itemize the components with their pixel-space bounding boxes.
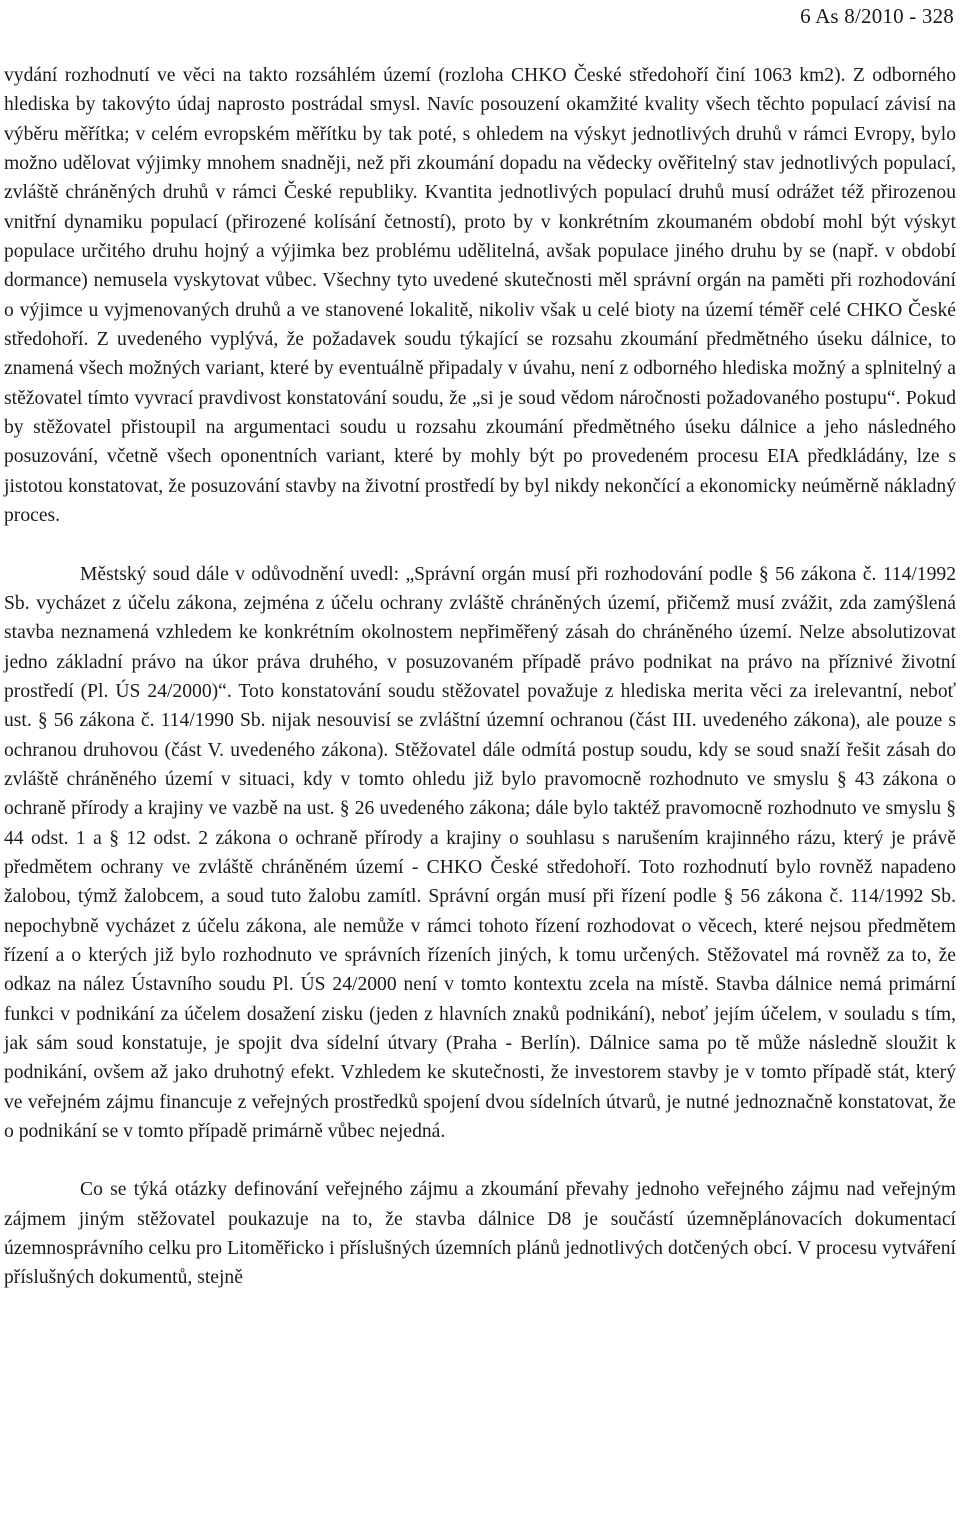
page-header-case-number: 6 As 8/2010 - 328 — [800, 4, 954, 28]
paragraph-1: vydání rozhodnutí ve věci na takto rozsáhlém území (rozloha CHKO České středohoří činí 1063 km2). Z odborného hlediska by takovýto údaj naprosto postrádal smysl. Navíc posouzení okamžité kvality všech těchto populací závisí na výběru měřítka; v celém evropském měřítku by tak poté, s ohledem na výskyt jednotlivých druhů v rámci Evropy, bylo možno udělovat výjimky mnohem snadněji, než při zkoumání dopadu na vědecky ověřitelný stav jednotlivých populací, zvláště chráněných druhů v rámci České republiky. Kvantita jednotlivých populací druhů musí odrážet též přirozenou vnitřní dynamiku populací (přirozené kolísání četností), proto by v konkrétním zkoumaném období mohl být výskyt populace určitého druhu hojný a výjimka bez problému udělitelná, avšak populace jiného druhu by se (např. v období dormance) nemusela vyskytovat vůbec. Všechny tyto uvedené skutečnosti měl správní orgán na paměti při rozhodování o výjimce u vyjmenovaných druhů a ve stanovené lokalitě, nikoliv však u celé bioty na území téměř celé CHKO České středohoří. Z uvedeného vyplývá, že požadavek soudu týkající se rozsahu zkoumání předmětného úseku dálnice, to znamená všech možných variant, které by eventuálně připadaly v úvahu, není z odborného hlediska možný a splnitelný a stěžovatel tímto vyvrací pravdivost konstatování soudu, že „si je soud vědom náročnosti požadovaného postupu“. Pokud by stěžovatel přistoupil na argumentaci soudu u rozsahu zkoumání předmětného úseku dálnice a jeho následného posuzování, včetně všech oponentních variant, které by mohly být po provedeném procesu EIA předkládány, lze s jistotou konstatovat, že posuzování stavby na životní prostředí by byl nikdy nekončící a ekonomicky neúměrně nákladný proces. — [4, 65, 956, 527]
document-body — [4, 61, 956, 1293]
paragraph-spacer — [4, 531, 956, 560]
paragraph-2: Městský soud dále v odůvodnění uvedl: „Správní orgán musí při rozhodování podle § 56 zákona č. 114/1992 Sb. vycházet z účelu zákona, zejména z účelu ochrany zvláště chráněných území, přičemž musí zvážit, zda zamýšlená stavba neznamená vzhledem ke konkrétním okolnostem nepřiměřený zásah do chráněného území. Nelze absolutizovat jedno základní právo na úkor práva druhého, v posuzovaném případě právo podnikat na právo na příznivé životní prostředí (Pl. ÚS 24/2000)“. Toto konstatování soudu stěžovatel považuje z hlediska merita věci za irelevantní, neboť ust. § 56 zákona č. 114/1990 Sb. nijak nesouvisí se zvláštní územní ochranou (část III. uvedeného zákona), ale pouze s ochranou druhovou (část V. uvedeného zákona). Stěžovatel dále odmítá postup soudu, kdy se soud snaží řešit zásah do zvláště chráněného území v situaci, kdy v tomto ohledu již bylo pravomocně rozhodnuto ve smyslu § 43 zákona o ochraně přírody a krajiny ve vazbě na ust. § 26 uvedeného zákona; dále bylo taktéž pravomocně rozhodnuto ve smyslu § 44 odst. 1 a § 12 odst. 2 zákona o ochraně přírody a krajiny o souhlasu s narušením krajinného rázu, který je právě předmětem ochrany ve zvláště chráněném území - CHKO České středohoří. Toto rozhodnutí bylo rovněž napadeno žalobou, týmž žalobcem, a soud tuto žalobu zamítl. Správní orgán musí při řízení podle § 56 zákona č. 114/1992 Sb. nepochybně vycházet z účelu zákona, ale nemůže v rámci tohoto řízení rozhodovat o věcech, které nejsou předmětem řízení a o kterých již bylo rozhodnuto ve správních řízeních jiných, k tomu určených. Stěžovatel má rovněž za to, že odkaz na nález Ústavního soudu Pl. ÚS 24/2000 není v tomto kontextu zcela na místě. Stavba dálnice nemá primární funkci v podnikání za účelem dosažení zisku (jeden z hlavních znaků podnikání), neboť jejím účelem, v souladu s tím, jak sám soud konstatuje, je spojit dva sídelní útvary (Praha - Berlín). Dálnice sama po tě může následně sloužit k podnikání, ovšem až jako druhotný efekt. Vzhledem ke skutečnosti, že investorem stavby je v tomto případě stát, který ve veřejném zájmu financuje z veřejných prostředků spojení dvou sídelních útvarů, je nutné jednoznačně konstatovat, že o podnikání se v tomto případě primárně vůbec nejedná. — [4, 563, 956, 1143]
paragraph-3: Co se týká otázky definování veřejného zájmu a zkoumání převahy jednoho veřejného zájmu nad veřejným zájmem jiným stěžovatel poukazuje na to, že stavba dálnice D8 je součástí územněplánovacích dokumentací územnosprávního celku pro Litoměřicko i příslušných územních plánů jednotlivých dotčených obcí. V procesu vytváření příslušných dokumentů, stejně — [4, 1179, 956, 1289]
paragraph-spacer — [4, 1146, 956, 1175]
